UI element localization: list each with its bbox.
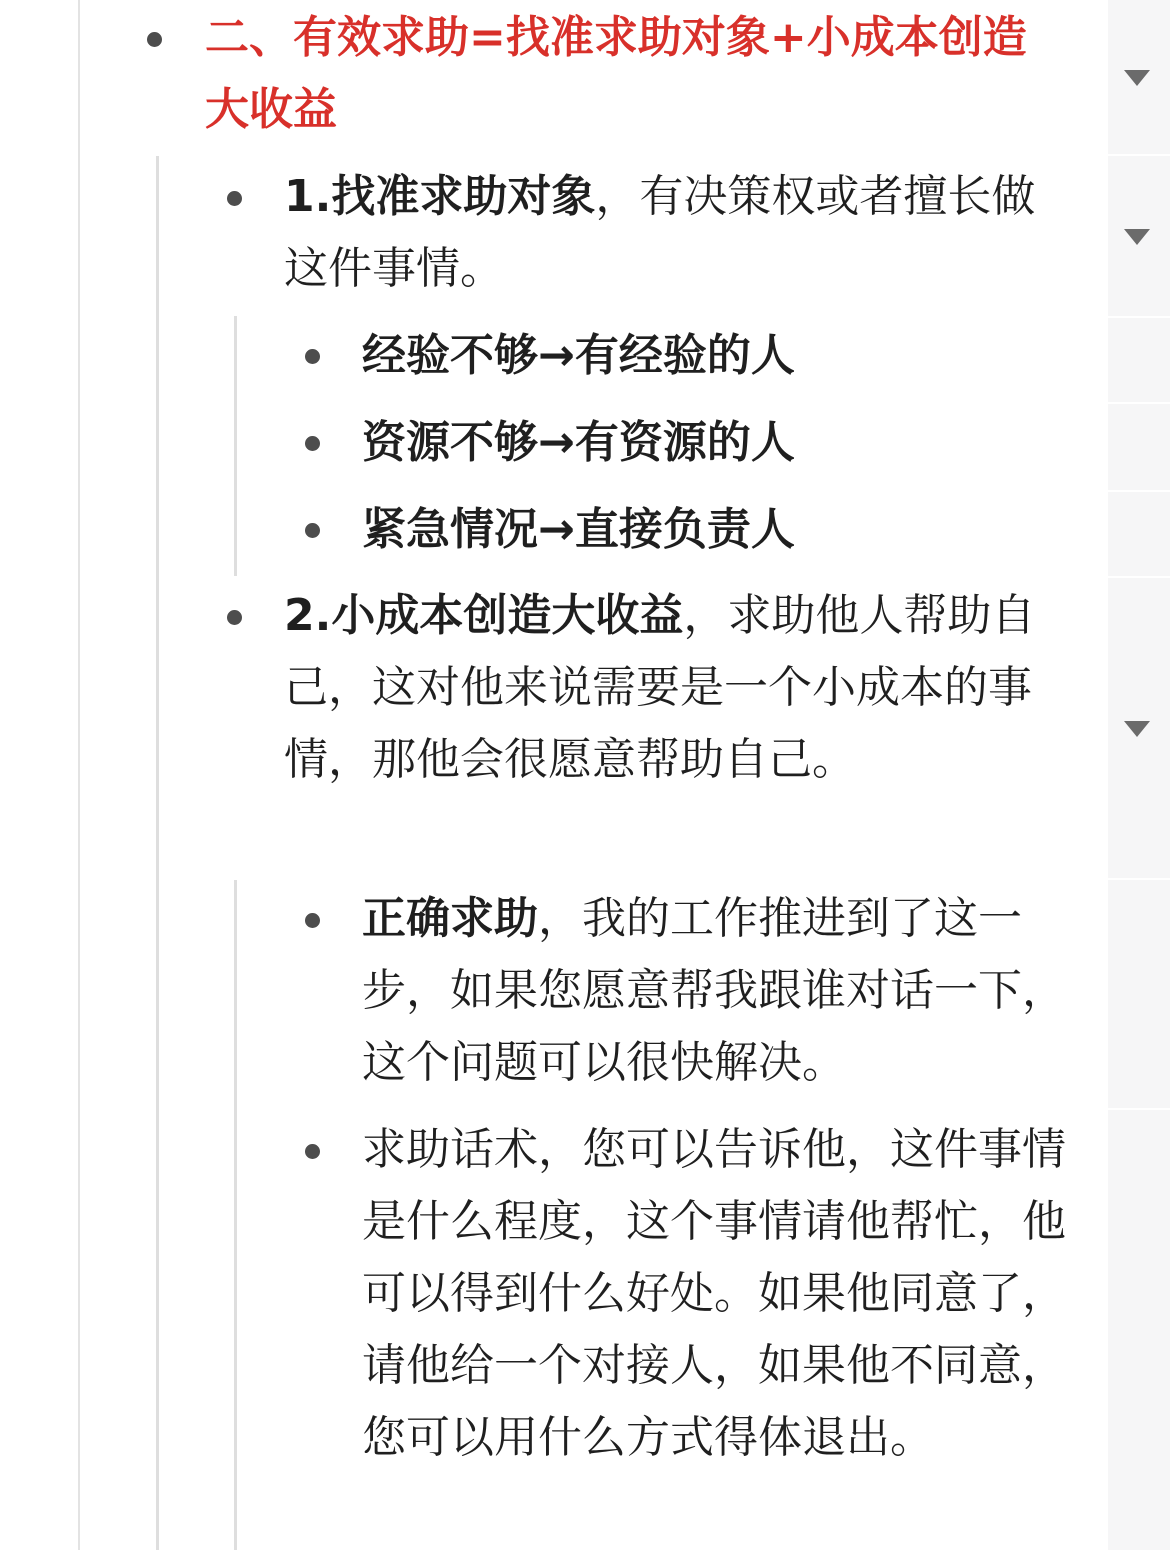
collapse-triangle-icon[interactable]: [1124, 70, 1150, 86]
bullet-dot-icon[interactable]: [305, 913, 320, 928]
item-2-child-1-text[interactable]: [362, 883, 1067, 1099]
item-1-child-2-text[interactable]: 资源不够→有资源的人: [362, 417, 795, 468]
bullet-dot-icon[interactable]: [147, 32, 162, 47]
item-2-title: 2.小成本创造大收益: [284, 590, 684, 641]
row-separator: [1108, 316, 1170, 318]
row-separator: [1108, 154, 1170, 156]
row-separator: [1108, 402, 1170, 404]
level-1-indent-line: [156, 156, 159, 1550]
bullet-dot-icon[interactable]: [305, 349, 320, 364]
row-separator: [1108, 1108, 1170, 1110]
item-2-child-1-title: 正确求助: [362, 893, 538, 944]
item-2-text[interactable]: [284, 580, 1074, 796]
row-separator: [1108, 490, 1170, 492]
item-1-title: 1.找准求助对象: [284, 171, 596, 222]
collapse-triangle-icon[interactable]: [1124, 229, 1150, 245]
bullet-dot-icon[interactable]: [305, 523, 320, 538]
collapse-triangle-icon[interactable]: [1124, 721, 1150, 737]
bullet-dot-icon[interactable]: [227, 191, 242, 206]
outline-left-rule: [78, 0, 80, 1550]
item-1-child-3-text[interactable]: 紧急情况→直接负责人: [362, 504, 795, 555]
level-2-indent-line: [234, 316, 237, 576]
row-separator: [1108, 878, 1170, 880]
item-1-body: ，有决策权或者擅长做这件事情。: [284, 171, 1036, 294]
item-2-child-1-body: ，我的工作推进到了这一步，如果您愿意帮我跟谁对话一下，这个问题可以很快解决。: [362, 893, 1066, 1088]
item-1-child-1-text[interactable]: 经验不够→有经验的人: [362, 330, 795, 381]
item-2-child-2-text[interactable]: 求助话术，您可以告诉他，这件事情是什么程度，这个事情请他帮忙，他可以得到什么好处。如果他同意了，请他给一个对接人，如果他不同意，您可以用什么方式得体退出。: [362, 1124, 1066, 1463]
row-separator: [1108, 576, 1170, 578]
section-heading[interactable]: 二、有效求助=找准求助对象+小成本创造大收益: [205, 12, 1027, 135]
bullet-dot-icon[interactable]: [305, 1144, 320, 1159]
level-2-indent-line: [234, 880, 237, 1550]
item-2-body: ，求助他人帮助自己，这对他来说需要是一个小成本的事情，那他会很愿意帮助自己。: [284, 590, 1036, 785]
bullet-dot-icon[interactable]: [305, 436, 320, 451]
item-1-text[interactable]: [284, 161, 1074, 305]
bullet-dot-icon[interactable]: [227, 610, 242, 625]
